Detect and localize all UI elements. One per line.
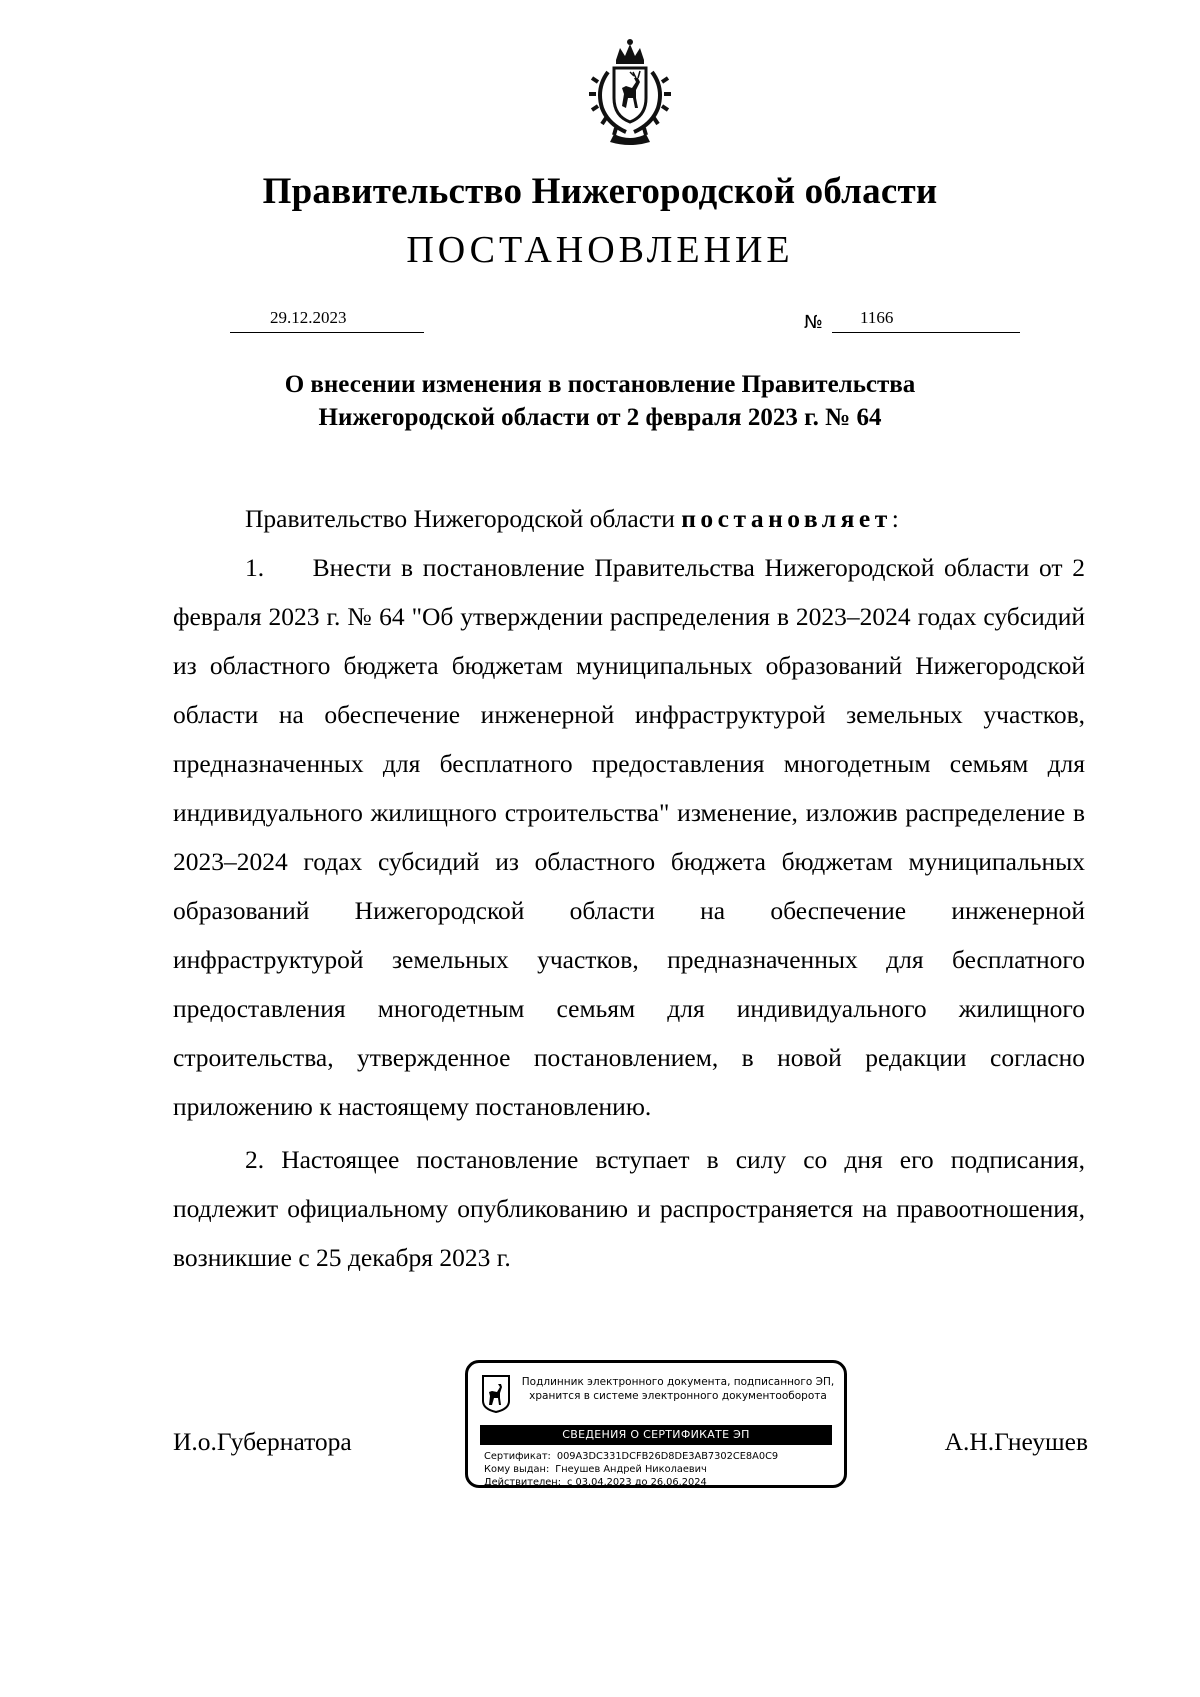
document-body [173, 494, 1092, 1282]
subject-line-2: Нижегородской области от 2 февраля 2023 г. № 64 [318, 404, 882, 431]
certificate-row [484, 1450, 778, 1463]
subject-line-1: О внесении изменения в постановление Правительства [284, 371, 916, 398]
electronic-signature-stamp [465, 1360, 847, 1488]
issued-to-value: Гнеушев Андрей Николаевич [555, 1464, 707, 1475]
stamp-note-line-1: Подлинник электронного документа, подписанного ЭП, [521, 1376, 835, 1388]
organization-title: Правительство Нижегородской области [262, 171, 938, 212]
validity-row [484, 1476, 778, 1489]
intro-decree-word: постановляет [681, 504, 892, 533]
intro-suffix: : [891, 504, 899, 533]
certificate-value: 009A3DC331DCFB26D8DE3AB7302CE8A0C9 [556, 1451, 779, 1462]
document-subject [0, 368, 1200, 434]
intro-paragraph [173, 494, 1085, 543]
coat-of-arms-icon [578, 38, 682, 146]
stamp-note [518, 1375, 838, 1403]
validity-value: с 03.04.2023 до 26.06.2024 [567, 1477, 707, 1488]
certificate-details [484, 1450, 778, 1489]
number-field [832, 308, 1020, 333]
deer-emblem-icon [482, 1375, 510, 1413]
date-field [230, 308, 424, 333]
certificate-label: Сертификат: [484, 1451, 551, 1462]
document-number: 1166 [860, 308, 894, 327]
paragraph-2: 2. Настоящее постановление вступает в силу со дня его подписания, подлежит официальному опубликованию и распространяется на правоотношения, возникшие с 25 декабря 2023 г. [173, 1145, 1085, 1272]
issued-to-label: Кому выдан: [484, 1464, 550, 1475]
certificate-info-bar: СВЕДЕНИЯ О СЕРТИФИКАТЕ ЭП [480, 1425, 832, 1445]
issued-to-row [484, 1463, 778, 1476]
validity-label: Действителен: [484, 1477, 562, 1488]
document-date: 29.12.2023 [270, 308, 347, 327]
stamp-note-line-2: хранится в системе электронного документооборота [529, 1390, 827, 1402]
document-type-heading: ПОСТАНОВЛЕНИЕ [406, 229, 794, 271]
number-label: № [804, 312, 823, 333]
signer-position: И.о.Губернатора [173, 1427, 352, 1456]
intro-prefix: Правительство Нижегородской области [245, 504, 682, 533]
signer-name: А.Н.Гнеушев [944, 1427, 1088, 1456]
paragraph-1: 1. Внести в постановление Правительства Нижегородской области от 2 февраля 2023 г. № 64 "Об утверждении распределения в 2023–2024 годах субсидий из областного бюджета бюджетам муниципальных образований Нижегородской области на обеспечение инженерной инфраструктурой земельных участков, предназначенных для бесплатного предоставления многодетным семьям для индивидуального жилищного строительства" изменение, изложив распределение в 2023–2024 годах субсидий из областного бюджета бюджетам муниципальных образований Нижегородской области на обеспечение инженерной инфраструктурой земельных участков, предназначенных для бесплатного предоставления многодетным семьям для индивидуального жилищного строительства, утвержденное постановлением, в новой редакции согласно приложению к настоящему постановлению. [173, 553, 1092, 1121]
